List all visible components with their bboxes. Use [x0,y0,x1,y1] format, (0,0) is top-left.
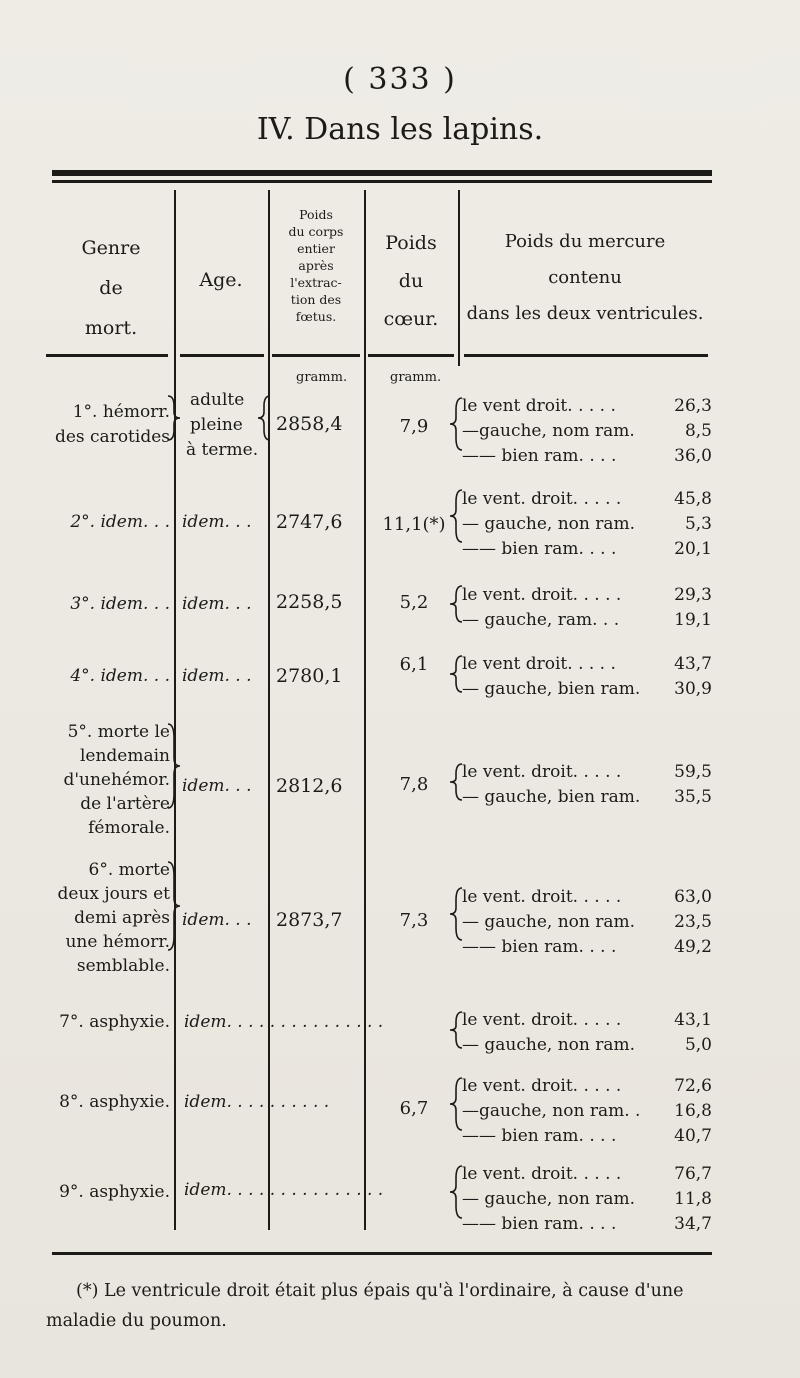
row-1-mercure-label-3: —— bien ram. . . . [462,446,617,466]
row-8-mercure-label-1: le vent. droit. . . . . [462,1076,622,1096]
row-5-genre-line-5: fémorale. [88,818,170,838]
row-1-age-line-3: à terme. [186,440,259,460]
row-1-genre-line-2: des carotides [54,427,170,447]
page-number: ( 333 ) [343,62,457,97]
row-1-mercure-value-2: 8,5 [684,421,712,441]
unit-corps: gramm. [296,370,348,385]
row-2-mercure [462,487,712,562]
row-9-mercure-value-2: 11,8 [674,1189,712,1209]
header-mercure-line-2: contenu [548,267,622,288]
row-8-mercure-line-2 [462,1099,712,1124]
row-4-age: idem. . . [182,666,252,686]
row-9-genre [40,1180,174,1205]
row-5-mercure-value-2: 35,5 [674,787,712,807]
row-6-poids-corps: 2873,7 [276,909,343,931]
row-6-mercure-line-1 [462,885,712,910]
row-7-mercure-label-2: — gauche, non ram. [462,1035,636,1055]
row-1-mercure-line-1 [462,394,712,419]
row-2-mercure-line-1 [462,487,712,512]
row-7-age: idem. . . . . . . . . . . . . . . [184,1012,384,1032]
row-5-poids-coeur: 7,8 [399,774,429,795]
row-2-mercure-line-3 [462,537,712,562]
row-4-mercure-label-1: le vent droit. . . . . [462,654,616,674]
row-3-poids-coeur: 5,2 [399,592,429,613]
row-8-genre [40,1090,174,1115]
row-4-mercure-line-1 [462,652,712,677]
row-7-mercure-value-1: 43,1 [674,1010,712,1030]
row-5-genre-line-4: de l'artère [80,794,170,814]
row-5-mercure [462,760,712,810]
row-6-mercure-label-2: — gauche, non ram. [462,912,636,932]
header-rule-coeur [368,354,454,357]
row-3-mercure-line-2 [462,608,712,633]
row-5-genre-line-1: 5°. morte le [67,722,170,742]
row-8-poids-coeur: 6,7 [399,1098,429,1119]
row-2-age: idem. . . [182,512,252,532]
row-6-genre [40,858,174,978]
row-6-mercure-label-1: le vent. droit. . . . . [462,887,622,907]
column-divider-2 [268,190,270,1230]
row-8-mercure-line-1 [462,1074,712,1099]
row-8-mercure-label-2: —gauche, non ram. . [462,1101,641,1121]
row-3-age: idem. . . [182,594,252,614]
row-1-mercure-line-3 [462,444,712,469]
row-4-genre-line-1: 4°. idem. . . [70,666,170,686]
row-5-mercure-label-2: — gauche, bien ram. [462,787,641,807]
header-genre [52,228,170,348]
row-5-mercure-line-1 [462,760,712,785]
row-9-age: idem. . . . . . . . . . . . . . . [184,1180,384,1200]
header-poids-corps-line-7: fœtus. [295,309,337,324]
column-divider-1 [174,190,176,1230]
row-5-mercure-value-1: 59,5 [674,762,712,782]
header-poids-corps [268,206,364,325]
row-5-genre-line-2: lendemain [79,746,170,766]
row-6-genre-line-2: deux jours et [57,884,170,904]
row-5-mercure-label-1: le vent. droit. . . . . [462,762,622,782]
row-1-age-line-1: adulte [190,390,245,410]
header-genre-line-3: mort. [84,317,138,339]
row-2-mercure-value-1: 45,8 [674,489,712,509]
row-8-mercure-label-3: —— bien ram. . . . [462,1126,617,1146]
row-9-genre-line-1: 9°. asphyxie. [59,1182,170,1202]
row-3-mercure [462,583,712,633]
row-3-genre-line-1: 3°. idem. . . [70,594,170,614]
row-5-genre [40,720,174,840]
header-poids-corps-line-6: tion des [290,292,342,307]
row-3-mercure-value-2: 19,1 [674,610,712,630]
section-title: IV. Dans les lapins. [256,112,544,147]
row-1-poids-coeur: 7,9 [399,416,429,437]
row-5-poids-corps: 2812,6 [276,775,343,797]
row-6-genre-line-5: semblable. [76,956,170,976]
row-2-mercure-label-1: le vent. droit. . . . . [462,489,622,509]
row-1-genre [40,400,174,450]
row-1-age-line-2: pleine [190,415,243,435]
header-mercure-line-3: dans les deux ventricules. [466,303,704,324]
row-2-mercure-value-3: 20,1 [674,539,712,559]
row-9-mercure-line-3 [462,1212,712,1237]
column-divider-3 [364,190,366,1230]
row-6-mercure-line-3 [462,935,712,960]
row-6-mercure-value-1: 63,0 [674,887,712,907]
row-3-mercure-label-2: — gauche, ram. . . [462,610,620,630]
header-genre-line-2: de [99,277,123,299]
row-7-genre-line-1: 7°. asphyxie. [59,1012,170,1032]
row-4-mercure-label-2: — gauche, bien ram. [462,679,641,699]
footnote: (*) Le ventricule droit était plus épais qu'à l'ordinaire, à cause d'une maladie du poumon. [46,1281,684,1331]
row-7-mercure-line-1 [462,1008,712,1033]
row-8-age: idem. . . . . . . . . . [184,1092,330,1112]
row-1-age [186,388,276,463]
header-rule-age [180,354,264,357]
table-top-rule-thin [52,180,712,183]
header-poids-coeur [366,224,456,338]
row-4-genre [40,664,174,689]
header-rule-genre [46,354,168,357]
row-8-mercure-value-2: 16,8 [674,1101,712,1121]
row-8-mercure-line-3 [462,1124,712,1149]
row-5-mercure-line-2 [462,785,712,810]
header-poids-coeur-line-3: cœur. [383,308,439,330]
row-2-genre [40,510,174,535]
row-7-mercure-label-1: le vent. droit. . . . . [462,1010,622,1030]
header-mercure-line-1: Poids du mercure [504,231,666,252]
row-6-age: idem. . . [182,910,252,930]
row-1-mercure-label-2: —gauche, nom ram. [462,421,635,441]
header-poids-corps-line-1: Poids [299,207,333,222]
row-2-poids-coeur: 11,1(*) [382,514,446,535]
header-rule-corps [272,354,360,357]
row-1-mercure-value-1: 26,3 [674,396,712,416]
row-6-genre-line-3: demi après [74,908,170,928]
row-4-mercure-value-1: 43,7 [674,654,712,674]
header-poids-coeur-line-1: Poids [385,232,437,254]
row-7-genre [40,1010,174,1035]
row-2-mercure-value-2: 5,3 [684,514,712,534]
row-4-mercure [462,652,712,702]
row-2-poids-corps: 2747,6 [276,511,343,533]
row-1-mercure-label-1: le vent droit. . . . . [462,396,616,416]
row-2-mercure-label-2: — gauche, non ram. [462,514,636,534]
row-6-mercure-line-2 [462,910,712,935]
row-5-genre-line-3: d'unehémor. [63,770,170,790]
row-9-mercure [462,1162,712,1237]
row-4-mercure-line-2 [462,677,712,702]
row-2-mercure-line-2 [462,512,712,537]
row-9-mercure-label-1: le vent. droit. . . . . [462,1164,622,1184]
table-bottom-rule [52,1252,712,1255]
row-6-genre-line-4: une hémorr. [65,932,170,952]
row-6-mercure [462,885,712,960]
row-1-mercure-line-2 [462,419,712,444]
header-poids-corps-line-4: après [298,258,334,273]
row-8-mercure-value-3: 40,7 [674,1126,712,1146]
row-6-poids-coeur: 7,3 [399,910,429,931]
row-9-mercure-label-3: —— bien ram. . . . [462,1214,617,1234]
row-3-mercure-line-1 [462,583,712,608]
row-7-mercure-line-2 [462,1033,712,1058]
header-poids-coeur-line-2: du [398,270,424,292]
row-9-mercure-line-1 [462,1162,712,1187]
row-1-genre-line-1: 1°. hémorr. [72,402,170,422]
row-6-mercure-label-3: —— bien ram. . . . [462,937,617,957]
row-7-mercure [462,1008,712,1058]
row-9-mercure-label-2: — gauche, non ram. [462,1189,636,1209]
row-4-poids-coeur: 6,1 [399,654,429,675]
row-4-mercure-value-2: 30,9 [674,679,712,699]
row-3-mercure-value-1: 29,3 [674,585,712,605]
header-poids-corps-line-3: entier [297,241,335,256]
row-1-poids-corps: 2858,4 [276,413,343,435]
row-5-age: idem. . . [182,776,252,796]
row-9-mercure-value-3: 34,7 [674,1214,712,1234]
row-3-poids-corps: 2258,5 [276,591,343,613]
row-4-poids-corps: 2780,1 [276,665,343,687]
unit-coeur: gramm. [390,370,442,385]
header-poids-mercure [460,224,710,332]
row-1-mercure [462,394,712,469]
row-2-genre-line-1: 2°. idem. . . [70,512,170,532]
row-3-mercure-label-1: le vent. droit. . . . . [462,585,622,605]
row-6-genre-line-1: 6°. morte [88,860,170,880]
header-poids-corps-line-5: l'extrac- [290,275,342,290]
row-3-genre [40,592,174,617]
header-genre-line-1: Genre [81,237,141,259]
header-age: Age. [199,269,243,291]
row-6-mercure-value-3: 49,2 [674,937,712,957]
row-8-mercure-value-1: 72,6 [674,1076,712,1096]
row-6-mercure-value-2: 23,5 [674,912,712,932]
header-poids-corps-line-2: du corps [288,224,344,239]
row-8-mercure [462,1074,712,1149]
row-9-mercure-line-2 [462,1187,712,1212]
row-7-mercure-value-2: 5,0 [684,1035,712,1055]
row-1-mercure-value-3: 36,0 [674,446,712,466]
row-9-mercure-value-1: 76,7 [674,1164,712,1184]
row-8-genre-line-1: 8°. asphyxie. [59,1092,170,1112]
header-rule-mercure [464,354,708,357]
table-top-rule [52,170,712,176]
row-2-mercure-label-3: —— bien ram. . . . [462,539,617,559]
